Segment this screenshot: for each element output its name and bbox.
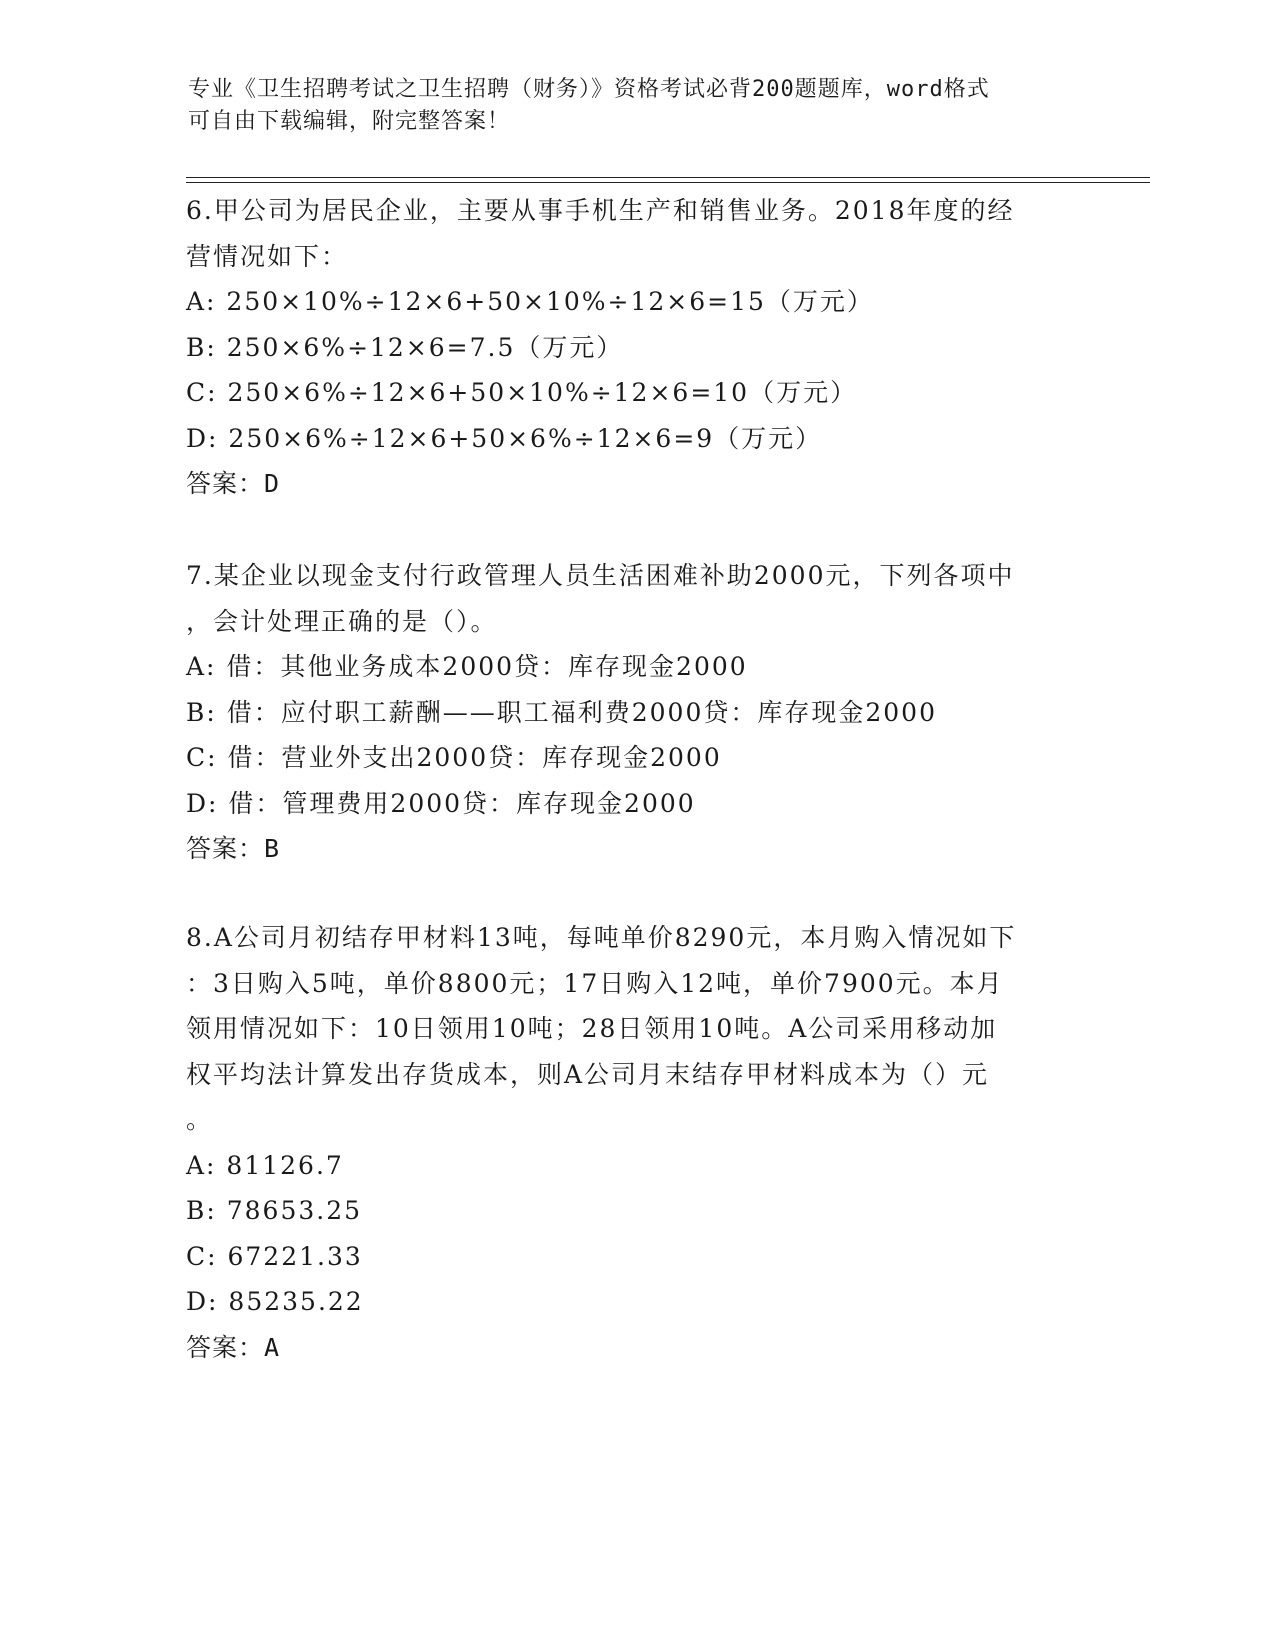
question-stem-line: 8.A公司月初结存甲材料13吨，每吨单价8290元，本月购入情况如下 bbox=[186, 923, 1017, 952]
option-b: B: 78653.25 bbox=[186, 1196, 363, 1225]
question-stem-line: 权平均法计算发出存货成本，则A公司月末结存甲材料成本为（）元 bbox=[186, 1059, 990, 1089]
question-8 bbox=[186, 915, 1086, 1370]
question-stem-line: 。 bbox=[186, 1105, 214, 1134]
question-stem-line: ，会计处理正确的是（）。 bbox=[186, 606, 498, 636]
question-stem-line: 7.某企业以现金支付行政管理人员生活困难补助2000元，下列各项中 bbox=[186, 561, 1015, 590]
header-divider-bottom bbox=[186, 182, 1150, 183]
answer-line: 答案：B bbox=[186, 834, 281, 863]
question-stem-line: 领用情况如下：10日领用10吨；28日领用10吨。A公司采用移动加 bbox=[186, 1014, 998, 1043]
header-line-1: 专业《卫生招聘考试之卫生招聘（财务）》资格考试必背200题题库，word格式 bbox=[188, 77, 990, 102]
question-7 bbox=[186, 553, 1086, 872]
option-d: D: 85235.22 bbox=[186, 1287, 364, 1316]
option-a: A: 81126.7 bbox=[186, 1150, 344, 1180]
option-c: C: 250×6%÷12×6+50×10%÷12×6=10（万元） bbox=[186, 378, 858, 407]
option-d: D: 借：管理费用2000贷：库存现金2000 bbox=[186, 788, 696, 818]
question-stem-line: ：3日购入5吨，单价8800元；17日购入12吨，单价7900元。本月 bbox=[186, 968, 1004, 998]
option-d: D: 250×6%÷12×6+50×6%÷12×6=9（万元） bbox=[186, 423, 823, 453]
option-a: A: 250×10%÷12×6+50×10%÷12×6=15（万元） bbox=[186, 287, 874, 316]
document-header bbox=[188, 74, 1068, 138]
header-line-2: 可自由下载编辑，附完整答案！ bbox=[188, 109, 511, 134]
answer-line: 答案：D bbox=[186, 469, 281, 498]
option-c: C: 67221.33 bbox=[186, 1241, 363, 1271]
option-b: B: 250×6%÷12×6=7.5（万元） bbox=[186, 332, 624, 362]
question-stem-line: 营情况如下： bbox=[186, 241, 349, 271]
question-6 bbox=[186, 188, 1086, 507]
question-stem-line: 6.甲公司为居民企业，主要从事手机生产和销售业务。2018年度的经 bbox=[186, 196, 1015, 225]
option-a: A: 借：其他业务成本2000贷：库存现金2000 bbox=[186, 652, 748, 681]
answer-line: 答案：A bbox=[186, 1332, 281, 1362]
option-c: C: 借：营业外支出2000贷：库存现金2000 bbox=[186, 743, 722, 772]
header-divider-top bbox=[186, 177, 1150, 178]
option-b: B: 借：应付职工薪酬——职工福利费2000贷：库存现金2000 bbox=[186, 697, 937, 727]
